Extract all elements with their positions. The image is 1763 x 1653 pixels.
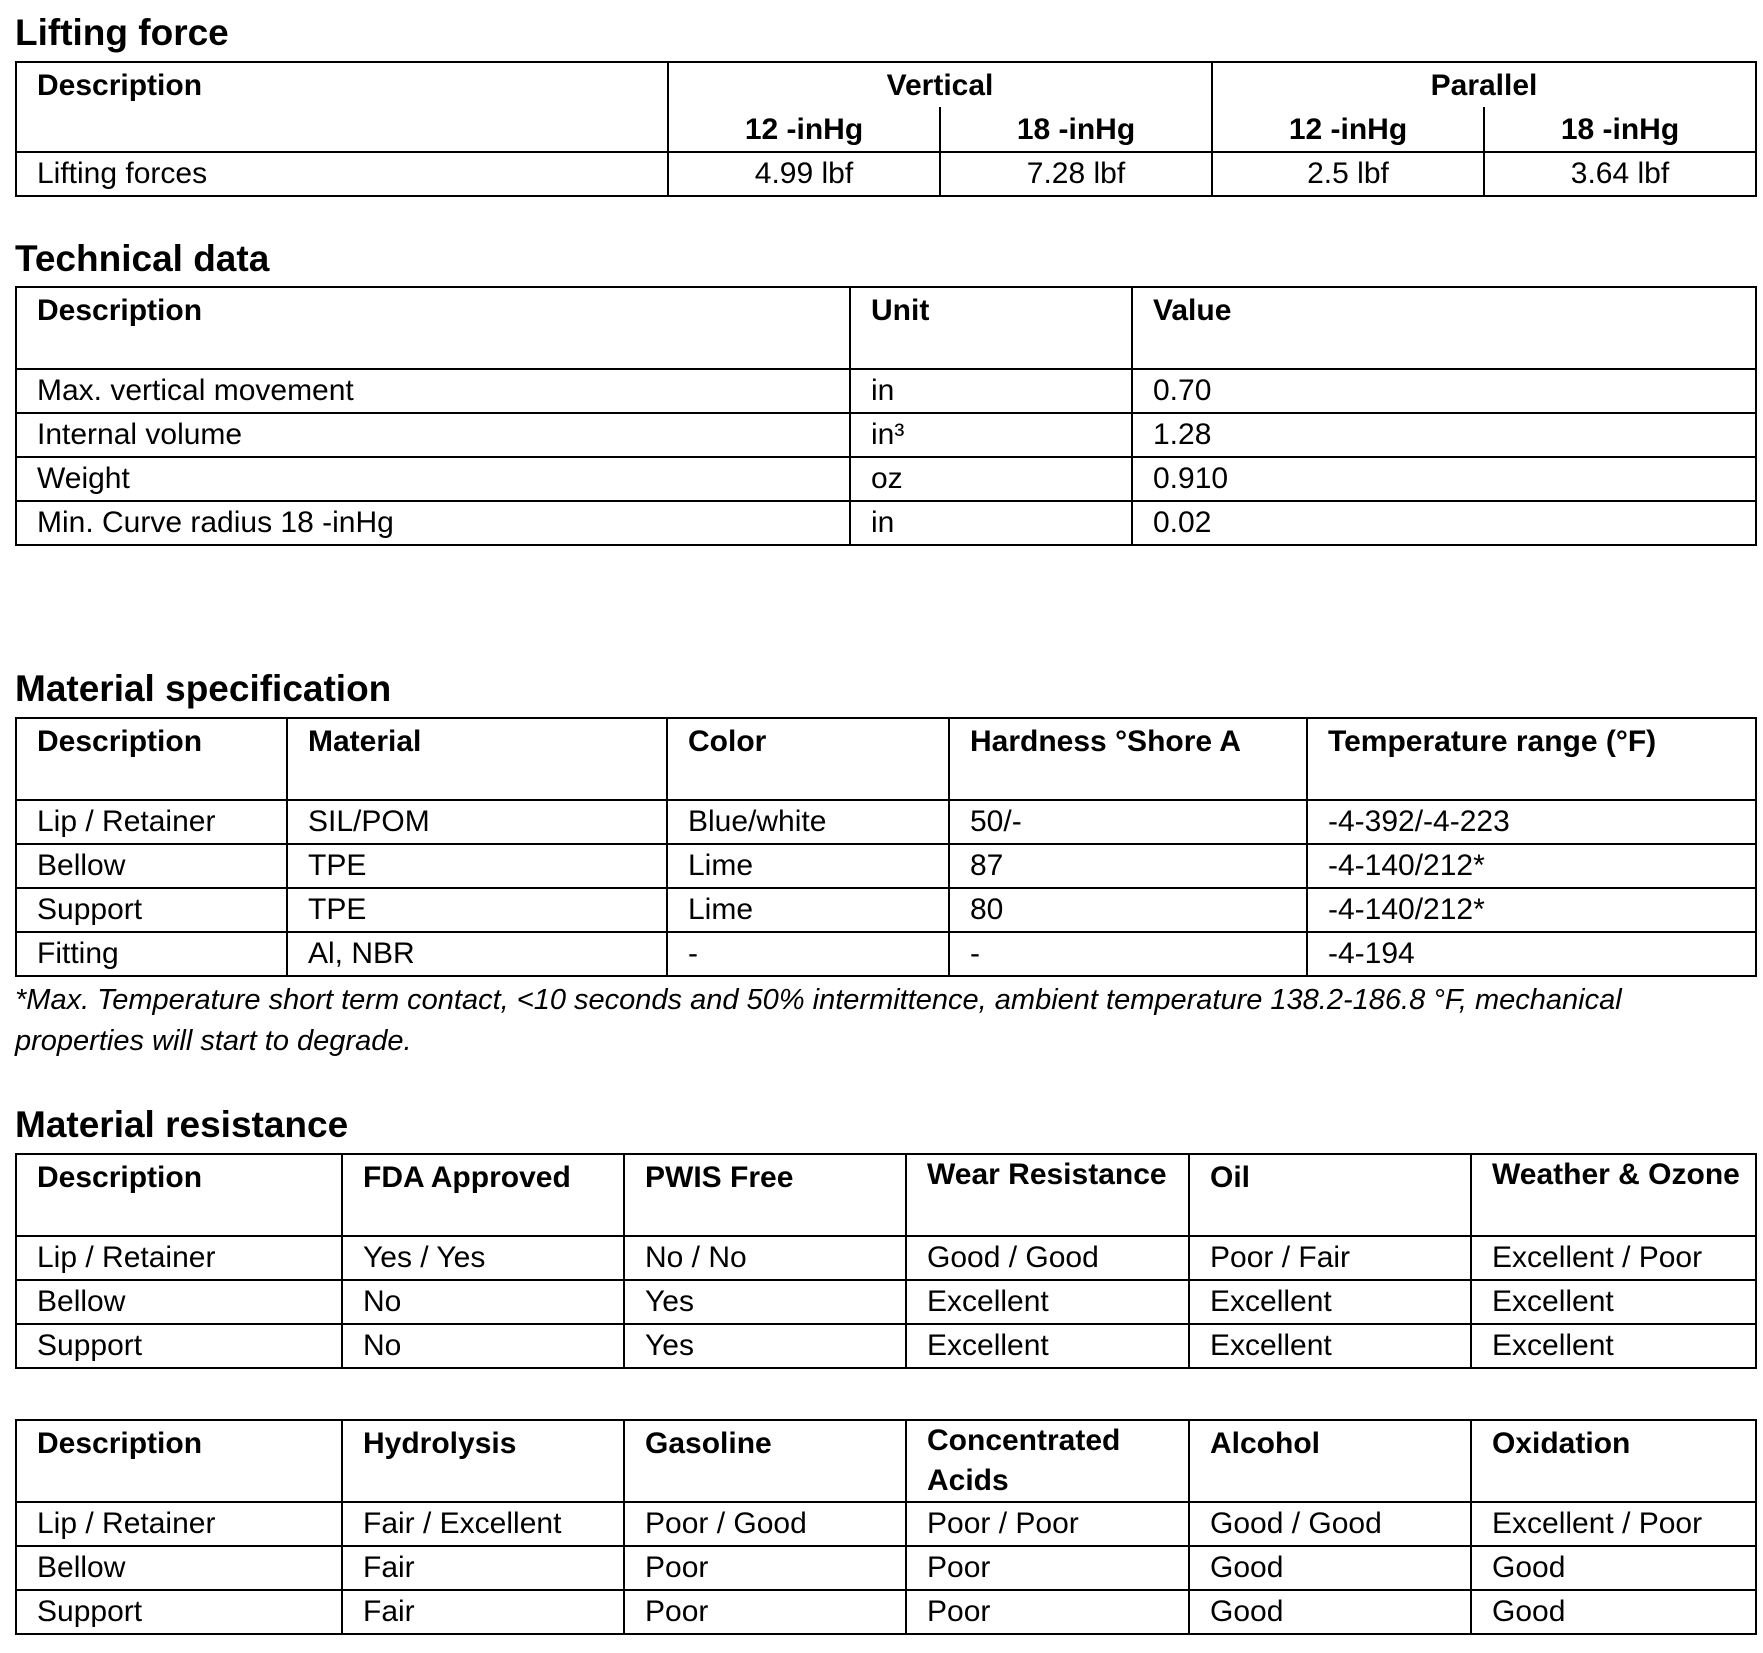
table-row: [16, 1590, 1756, 1634]
resistance-table-1: [15, 1153, 1757, 1369]
resistance-table-2: [15, 1419, 1757, 1635]
cell: Excellent: [1471, 1324, 1756, 1368]
cell: 80: [949, 888, 1307, 932]
cell: Min. Curve radius 18 -inHg: [16, 501, 850, 545]
header-material: Material: [287, 718, 667, 800]
lifting-force-title: Lifting force: [15, 12, 229, 53]
cell: -4-140/212*: [1307, 888, 1756, 932]
cell: 87: [949, 844, 1307, 888]
row-label: Lifting forces: [16, 152, 668, 196]
table-row: [16, 1502, 1756, 1546]
table-row: [16, 844, 1756, 888]
header-wear-resistance: Wear Resistance: [906, 1154, 1189, 1236]
cell: Good / Good: [1189, 1502, 1471, 1546]
cell: -: [949, 932, 1307, 976]
cell: 0.910: [1132, 457, 1756, 501]
cell: Lime: [667, 888, 949, 932]
cell: Poor: [906, 1590, 1189, 1634]
cell: 50/-: [949, 800, 1307, 844]
cell: Good / Good: [906, 1236, 1189, 1280]
cell: Excellent: [906, 1324, 1189, 1368]
cell: 2.5 lbf: [1212, 152, 1484, 196]
header-description: Description: [16, 1420, 342, 1502]
cell: TPE: [287, 888, 667, 932]
parallel-header: Parallel: [1212, 62, 1756, 107]
cell: in³: [850, 413, 1132, 457]
cell: TPE: [287, 844, 667, 888]
cell: Poor: [624, 1590, 906, 1634]
table-row: [16, 501, 1756, 545]
cell: Fair: [342, 1546, 624, 1590]
cell: Lip / Retainer: [16, 1236, 342, 1280]
cell: Excellent: [1189, 1280, 1471, 1324]
cell: oz: [850, 457, 1132, 501]
cell: Lime: [667, 844, 949, 888]
cell: Poor: [624, 1546, 906, 1590]
lifting-force-table: [15, 61, 1757, 197]
cell: Internal volume: [16, 413, 850, 457]
cell: No / No: [624, 1236, 906, 1280]
header-alcohol: Alcohol: [1189, 1420, 1471, 1502]
material-spec-table: [15, 717, 1757, 977]
header-unit: Unit: [850, 287, 1132, 369]
header-oil: Oil: [1189, 1154, 1471, 1236]
cell: Poor / Good: [624, 1502, 906, 1546]
cell: Good: [1471, 1590, 1756, 1634]
table-row: [16, 457, 1756, 501]
cell: Poor: [906, 1546, 1189, 1590]
cell: Weight: [16, 457, 850, 501]
cell: No: [342, 1324, 624, 1368]
cell: Support: [16, 1590, 342, 1634]
header-fda-approved: FDA Approved: [342, 1154, 624, 1236]
cell: Excellent: [1189, 1324, 1471, 1368]
cell: Bellow: [16, 844, 287, 888]
table-row: [16, 1236, 1756, 1280]
header-concentrated-acids: Concentrated Acids: [906, 1420, 1189, 1502]
cell: SIL/POM: [287, 800, 667, 844]
cell: Fair: [342, 1590, 624, 1634]
header-description: Description: [16, 287, 850, 369]
cell: Max. vertical movement: [16, 369, 850, 413]
cell: in: [850, 369, 1132, 413]
lifting-desc-header: Description: [16, 62, 668, 152]
cell: Blue/white: [667, 800, 949, 844]
table-row: [16, 369, 1756, 413]
cell: Yes / Yes: [342, 1236, 624, 1280]
cell: No: [342, 1280, 624, 1324]
vertical-18-header: 18 -inHg: [940, 107, 1212, 152]
cell: -4-140/212*: [1307, 844, 1756, 888]
cell: Excellent: [1471, 1280, 1756, 1324]
cell: Lip / Retainer: [16, 800, 287, 844]
header-weather-ozone: Weather & Ozone: [1471, 1154, 1756, 1236]
header-oxidation: Oxidation: [1471, 1420, 1756, 1502]
cell: Fitting: [16, 932, 287, 976]
table-row: [16, 888, 1756, 932]
cell: Good: [1189, 1590, 1471, 1634]
header-value: Value: [1132, 287, 1756, 369]
table-row: [16, 1280, 1756, 1324]
header-hardness: Hardness °Shore A: [949, 718, 1307, 800]
cell: 1.28: [1132, 413, 1756, 457]
material-resistance-title: Material resistance: [15, 1104, 349, 1145]
cell: Support: [16, 888, 287, 932]
vertical-12-header: 12 -inHg: [668, 107, 940, 152]
cell: Fair / Excellent: [342, 1502, 624, 1546]
cell: Excellent / Poor: [1471, 1502, 1756, 1546]
header-color: Color: [667, 718, 949, 800]
table-row: [16, 1324, 1756, 1368]
cell: Good: [1471, 1546, 1756, 1590]
header-hydrolysis: Hydrolysis: [342, 1420, 624, 1502]
header-description: Description: [16, 1154, 342, 1236]
header-pwis-free: PWIS Free: [624, 1154, 906, 1236]
cell: Yes: [624, 1280, 906, 1324]
cell: Poor / Fair: [1189, 1236, 1471, 1280]
cell: Bellow: [16, 1280, 342, 1324]
cell: 7.28 lbf: [940, 152, 1212, 196]
cell: Yes: [624, 1324, 906, 1368]
cell: 0.70: [1132, 369, 1756, 413]
cell: 4.99 lbf: [668, 152, 940, 196]
header-gasoline: Gasoline: [624, 1420, 906, 1502]
cell: 0.02: [1132, 501, 1756, 545]
material-spec-title: Material specification: [15, 668, 392, 709]
table-row: [16, 932, 1756, 976]
cell: Support: [16, 1324, 342, 1368]
parallel-18-header: 18 -inHg: [1484, 107, 1756, 152]
temperature-footnote: *Max. Temperature short term contact, <10 seconds and 50% intermittence, ambient temperature 138.2-186.8 °F, mechanical properties will start to degrade.: [15, 984, 1622, 1057]
technical-data-title: Technical data: [15, 238, 270, 279]
table-row: [16, 1546, 1756, 1590]
cell: 3.64 lbf: [1484, 152, 1756, 196]
cell: -4-392/-4-223: [1307, 800, 1756, 844]
header-temperature: Temperature range (°F): [1307, 718, 1756, 800]
cell: -: [667, 932, 949, 976]
header-description: Description: [16, 718, 287, 800]
cell: Excellent: [906, 1280, 1189, 1324]
table-row: [16, 152, 1756, 196]
technical-data-table: [15, 286, 1757, 546]
cell: -4-194: [1307, 932, 1756, 976]
parallel-12-header: 12 -inHg: [1212, 107, 1484, 152]
cell: Lip / Retainer: [16, 1502, 342, 1546]
cell: in: [850, 501, 1132, 545]
cell: Al, NBR: [287, 932, 667, 976]
cell: Bellow: [16, 1546, 342, 1590]
table-row: [16, 800, 1756, 844]
vertical-header: Vertical: [668, 62, 1212, 107]
cell: Excellent / Poor: [1471, 1236, 1756, 1280]
cell: Poor / Poor: [906, 1502, 1189, 1546]
cell: Good: [1189, 1546, 1471, 1590]
table-row: [16, 413, 1756, 457]
